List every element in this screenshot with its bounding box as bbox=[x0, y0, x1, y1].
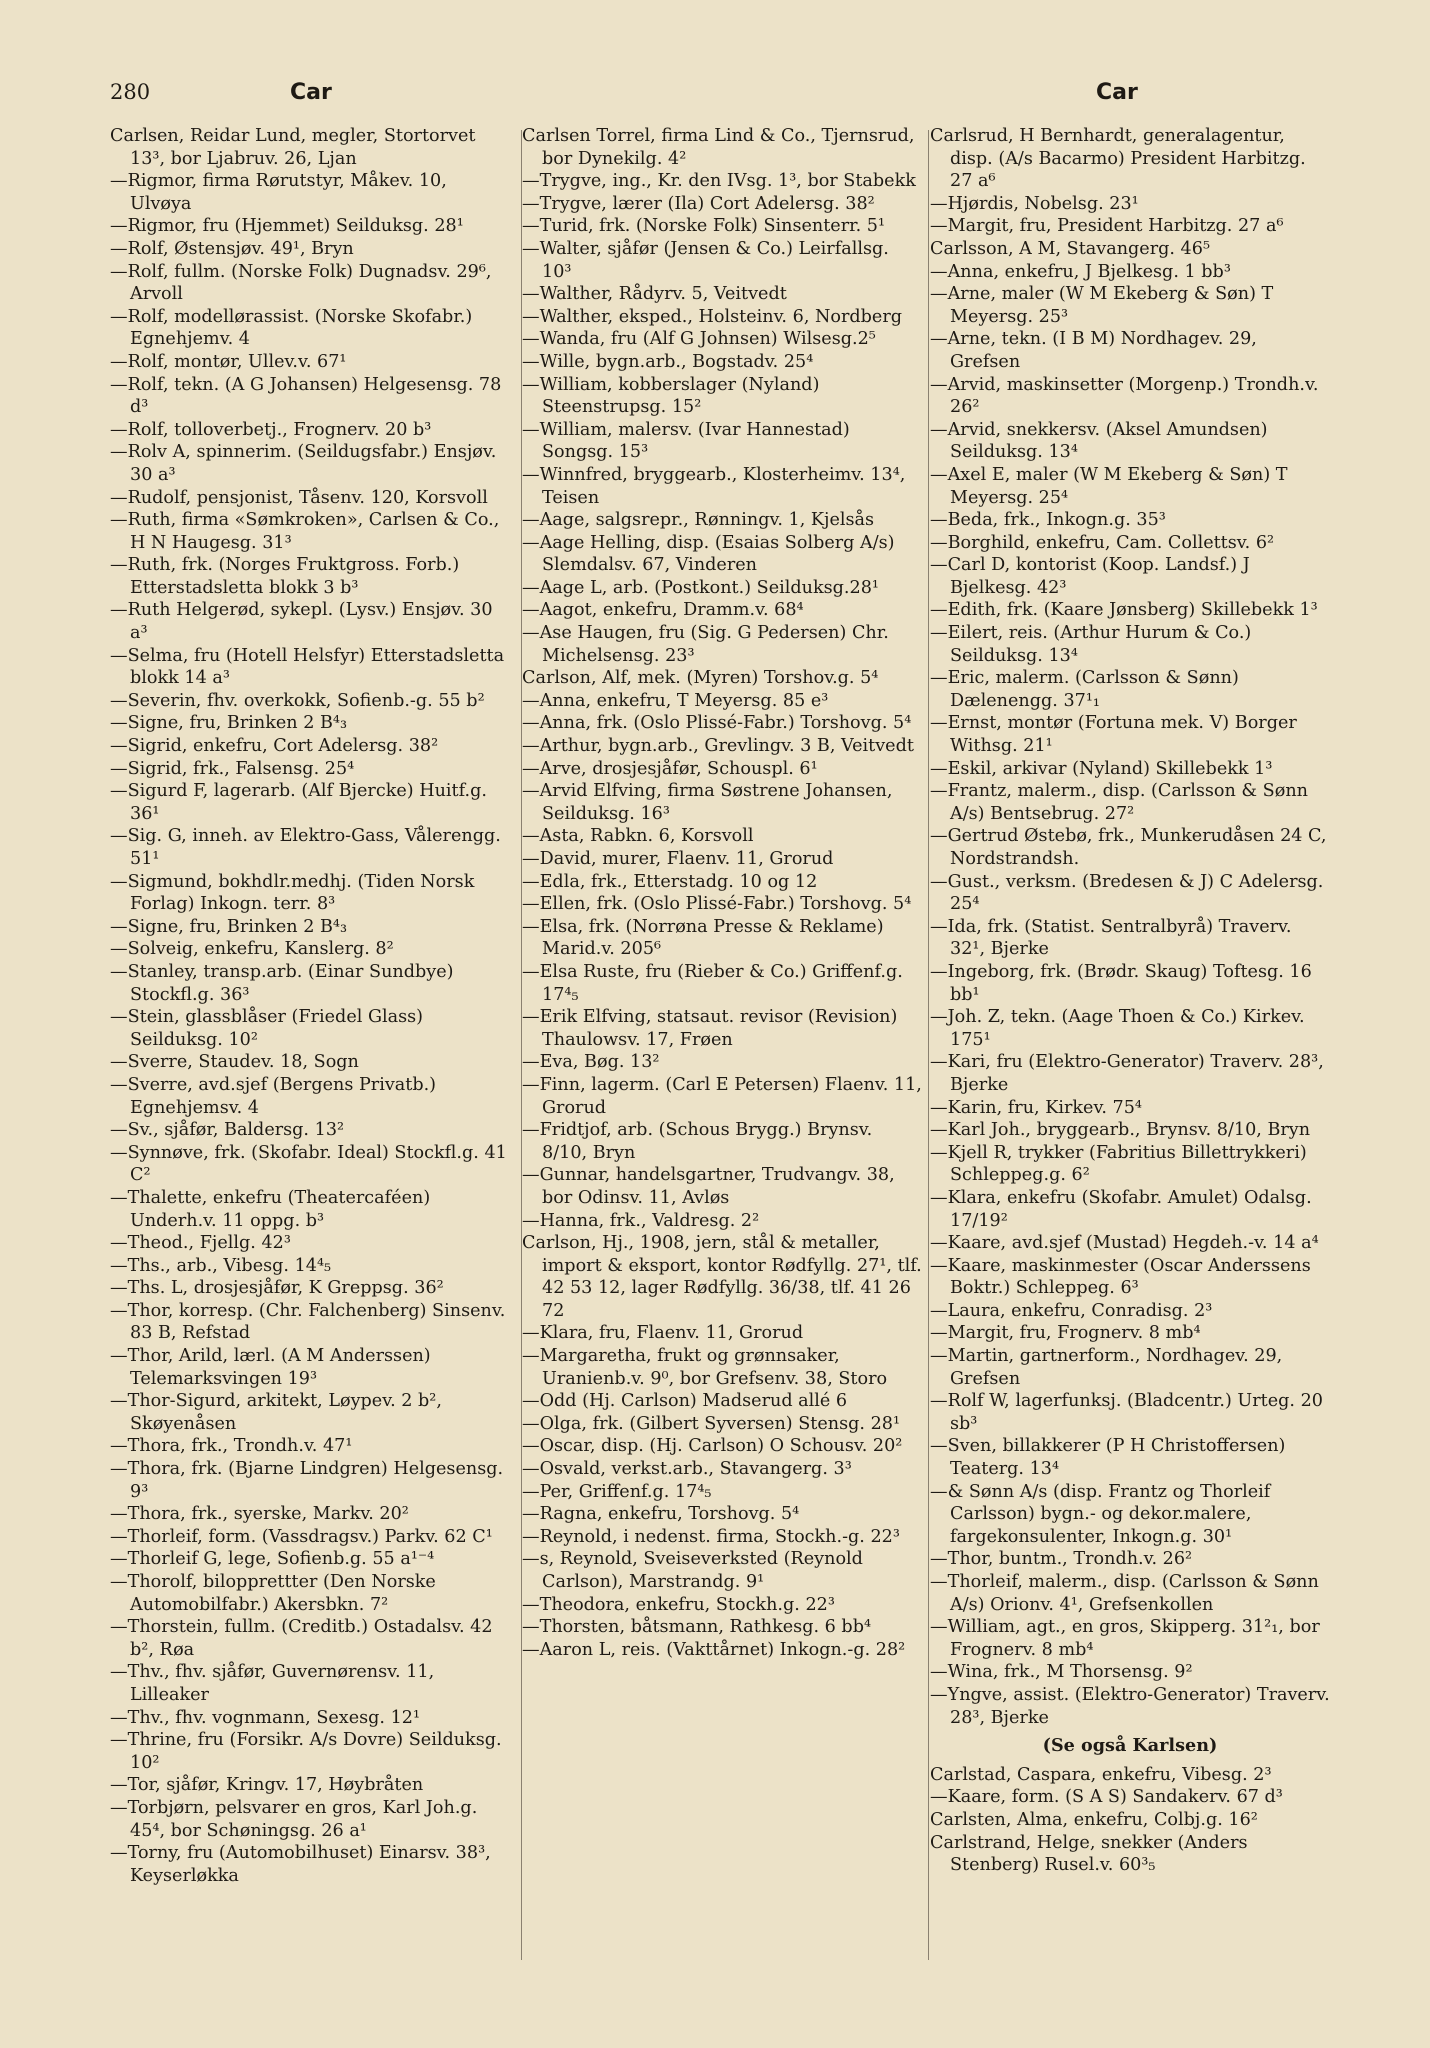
directory-entry: Carlsen Torrel, firma Lind & Co., Tjernsrud, bor Dynekilg. 4² bbox=[522, 126, 915, 169]
directory-entry: —Anna, frk. (Oslo Plissé-Fabr.) Torshovg. 5⁴ bbox=[522, 713, 912, 734]
directory-entry: —Rigmor, firma Rørutstyr, Måkev. 10, Ulvøya bbox=[110, 171, 447, 214]
directory-entry: Carlsson, A M, Stavangerg. 46⁵ bbox=[930, 238, 1210, 259]
directory-entry: —Trygve, lærer (Ila) Cort Adelersg. 38² bbox=[522, 193, 875, 214]
directory-entry: —Walter, sjåfør (Jensen & Co.) Leirfallsg. 10³ bbox=[522, 238, 889, 282]
directory-entry: —Eric, malerm. (Carlsson & Sønn) Dælenengg. 37¹₁ bbox=[930, 668, 1239, 711]
directory-entry: —Anna, enkefru, J Bjelkesg. 1 bb³ bbox=[930, 261, 1231, 282]
directory-entry: —Anna, enkefru, T Meyersg. 85 e³ bbox=[522, 690, 829, 711]
column-3 bbox=[930, 125, 1330, 1877]
directory-entry: —Finn, lagerm. (Carl E Petersen) Flaenv. 11, Grorud bbox=[522, 1074, 922, 1118]
directory-entry: —Ruth, frk. (Norges Fruktgross. Forb.) Etterstadsletta blokk 3 b³ bbox=[110, 555, 460, 598]
directory-entry: —Torny, fru (Automobilhuset) Einarsv. 38³, Keyserløkka bbox=[110, 1843, 491, 1886]
directory-entry: —Solveig, enkefru, Kanslerg. 8² bbox=[110, 939, 394, 960]
directory-entry: —Sigrid, enkefru, Cort Adelersg. 38² bbox=[110, 736, 439, 757]
directory-entry: —Sig. G, inneh. av Elektro-Gass, Vålerengg. 51¹ bbox=[110, 826, 501, 869]
directory-entry: —Synnøve, frk. (Skofabr. Ideal) Stockfl.g. 41 C² bbox=[110, 1142, 507, 1186]
directory-entry: —Thv., fhv. vognmann, Sexesg. 12¹ bbox=[110, 1707, 421, 1728]
directory-entry: —Hjørdis, Nobelsg. 23¹ bbox=[930, 193, 1139, 214]
directory-entry: —Rolf, tekn. (A G Johansen) Helgesensg. 78 d³ bbox=[110, 374, 502, 418]
directory-entry: —Theodora, enkefru, Stockh.g. 22³ bbox=[522, 1594, 835, 1615]
directory-entry: —Aage, salgsrepr., Rønningv. 1, Kjelsås bbox=[522, 510, 875, 531]
directory-entry: —Odd (Hj. Carlson) Madserud allé 6 bbox=[522, 1391, 848, 1412]
directory-entry: —Thor-Sigurd, arkitekt, Løypev. 2 b², Skøyenåsen bbox=[110, 1391, 442, 1434]
directory-entry: —Signe, fru, Brinken 2 B⁴₃ bbox=[110, 713, 348, 734]
directory-entry: —Wina, frk., M Thorsensg. 9² bbox=[930, 1662, 1193, 1683]
directory-entry: —Kari, fru (Elektro-Generator) Traverv. 28³, Bjerke bbox=[930, 1052, 1324, 1095]
directory-entry: —Rolf, montør, Ullev.v. 67¹ bbox=[110, 351, 347, 372]
directory-entry: —Kaare, form. (S A S) Sandakerv. 67 d³ bbox=[930, 1787, 1283, 1808]
directory-entry: —William, agt., en gros, Skipperg. 31²₁, bor Frognerv. 8 mb⁴ bbox=[930, 1617, 1320, 1660]
directory-entry: —Kaare, avd.sjef (Mustad) Hegdeh.-v. 14 a⁴ bbox=[930, 1233, 1319, 1254]
directory-entry: —Turid, frk. (Norske Folk) Sinsenterr. 5¹ bbox=[522, 216, 886, 237]
directory-entry: —Thorolf, bilopprettter (Den Norske Automobilfabr.) Akersbkn. 7² bbox=[110, 1572, 436, 1615]
directory-entry: Carlsrud, H Bernhardt, generalagentur, disp. (A/s Bacarmo) President Harbitzg. 27 a⁶ bbox=[930, 126, 1306, 192]
directory-entry: Carlson, Alf, mek. (Myren) Torshov.g. 5⁴ bbox=[522, 668, 879, 689]
page-number: 280 bbox=[110, 80, 151, 104]
directory-entry: —Arvid, maskinsetter (Morgenp.) Trondh.v. 26² bbox=[930, 374, 1319, 418]
directory-entry: —Joh. Z, tekn. (Aage Thoen & Co.) Kirkev. 175¹ bbox=[930, 1007, 1305, 1050]
directory-entry: —Thorleif G, lege, Sofienb.g. 55 a¹⁻⁴ bbox=[110, 1549, 435, 1570]
directory-entry: —Hanna, frk., Valdresg. 2² bbox=[522, 1210, 760, 1231]
directory-entry: —Sv., sjåfør, Baldersg. 13² bbox=[110, 1120, 345, 1141]
directory-entry: —Martin, gartnerform., Nordhagev. 29, Grefsen bbox=[930, 1346, 1283, 1389]
directory-entry: —Olga, frk. (Gilbert Syversen) Stensg. 28¹ bbox=[522, 1413, 901, 1434]
directory-entry: —Margit, fru, Frognerv. 8 mb⁴ bbox=[930, 1323, 1201, 1344]
directory-entry: —Yngve, assist. (Elektro-Generator) Traverv. 28³, Bjerke bbox=[930, 1684, 1330, 1728]
directory-entry: —Eva, Bøg. 13² bbox=[522, 1052, 660, 1073]
directory-entry: —Aaron L, reis. (Vakttårnet) Inkogn.-g. 28² bbox=[522, 1639, 906, 1660]
directory-entry: —Kjell R, trykker (Fabritius Billettrykkeri) Schleppeg.g. 6² bbox=[930, 1142, 1307, 1186]
directory-entry: —Ingeborg, frk. (Brødr. Skaug) Toftesg. 16 bb¹ bbox=[930, 961, 1312, 1005]
directory-entry: —Borghild, enkefru, Cam. Collettsv. 6² bbox=[930, 532, 1275, 553]
directory-entry: —Reynold, i nedenst. firma, Stockh.-g. 22³ bbox=[522, 1526, 900, 1547]
directory-entry: —Theod., Fjellg. 42³ bbox=[110, 1233, 291, 1254]
directory-entry: —Thorsten, båtsmann, Rathkesg. 6 bb⁴ bbox=[522, 1617, 872, 1638]
directory-entry: —Eilert, reis. (Arthur Hurum & Co.) Seilduksg. 13⁴ bbox=[930, 623, 1252, 666]
directory-entry: —Ths., arb., Vibesg. 14⁴₅ bbox=[110, 1255, 332, 1276]
directory-entry: —Ragna, enkefru, Torshovg. 5⁴ bbox=[522, 1504, 800, 1525]
directory-entry: —Stein, glassblåser (Friedel Glass) Seilduksg. 10² bbox=[110, 1007, 424, 1050]
directory-entry: —Thv., fhv. sjåfør, Guvernørensv. 11, Lilleaker bbox=[110, 1662, 435, 1705]
directory-entry: —William, kobberslager (Nyland) Steenstrupsg. 15² bbox=[522, 374, 820, 418]
directory-entry: —Signe, fru, Brinken 2 B⁴₃ bbox=[110, 916, 348, 937]
directory-entry: —Gunnar, handelsgartner, Trudvangv. 38, bor Odinsv. 11, Avløs bbox=[522, 1165, 895, 1208]
directory-entry: —Axel E, maler (W M Ekeberg & Søn) T Meyersg. 25⁴ bbox=[930, 464, 1288, 508]
directory-entry: —Ruth, firma «Sømkroken», Carlsen & Co., H N Haugesg. 31³ bbox=[110, 510, 500, 553]
directory-entry: —Rolf, Østensjøv. 49¹, Bryn bbox=[110, 238, 354, 259]
directory-entry: —& Sønn A/s (disp. Frantz og Thorleif Carlsson) bygn.- og dekor.malere, fargekonsulenter, Inkogn.g. 30¹ bbox=[930, 1481, 1271, 1547]
directory-entry: —Rolv A, spinnerim. (Seildugsfabr.) Ensjøv. 30 a³ bbox=[110, 442, 497, 485]
directory-entry: —Thrine, fru (Forsikr. A/s Dovre) Seilduksg. 10² bbox=[110, 1730, 502, 1773]
directory-entry: —Aagot, enkefru, Dramm.v. 68⁴ bbox=[522, 600, 804, 621]
directory-entry: (Se også Karlsen) bbox=[1042, 1735, 1218, 1757]
directory-entry: —Winnfred, bryggearb., Klosterheimv. 13⁴, Teisen bbox=[522, 464, 906, 508]
directory-entry: —Erik Elfving, statsaut. revisor (Revision) Thaulowsv. 17, Frøen bbox=[522, 1007, 898, 1050]
directory-entry: —Beda, frk., Inkogn.g. 35³ bbox=[930, 510, 1166, 531]
directory-entry: —Aage L, arb. (Postkont.) Seilduksg.28¹ bbox=[522, 577, 879, 598]
directory-entry: —Walther, eksped., Holsteinv. 6, Nordberg bbox=[522, 306, 903, 327]
directory-entry: —Ths. L, drosjesjåfør, K Greppsg. 36² bbox=[110, 1278, 444, 1299]
directory-entry: —Ida, frk. (Statist. Sentralbyrå) Traverv. 32¹, Bjerke bbox=[930, 916, 1292, 960]
directory-entry: —Arvid Elfving, firma Søstrene Johansen, Seilduksg. 16³ bbox=[522, 781, 893, 824]
directory-entry: —Trygve, ing., Kr. den IVsg. 1³, bor Stabekk bbox=[522, 171, 916, 192]
header-left-word: Car bbox=[290, 80, 332, 105]
directory-entry: —Ellen, frk. (Oslo Plissé-Fabr.) Torshovg. 5⁴ bbox=[522, 894, 912, 915]
column-2 bbox=[522, 125, 922, 1661]
directory-entry: —William, malersv. (Ivar Hannestad) Songsg. 15³ bbox=[522, 419, 850, 463]
directory-entry: —Aage Helling, disp. (Esaias Solberg A/s) Slemdalsv. 67, Vinderen bbox=[522, 532, 895, 576]
directory-entry: —Ernst, montør (Fortuna mek. V) Borger Withsg. 21¹ bbox=[930, 713, 1297, 757]
directory-entry: —Arve, drosjesjåfør, Schouspl. 6¹ bbox=[522, 758, 818, 779]
directory-entry: —Karin, fru, Kirkev. 75⁴ bbox=[930, 1097, 1142, 1118]
directory-entry: —Per, Griffenf.g. 17⁴₅ bbox=[522, 1481, 712, 1502]
directory-entry: —Rigmor, fru (Hjemmet) Seilduksg. 28¹ bbox=[110, 216, 464, 237]
directory-entry: —Sigurd F, lagerarb. (Alf Bjercke) Huitf.g. 36¹ bbox=[110, 781, 487, 824]
directory-entry: —Thor, korresp. (Chr. Falchenberg) Sinsenv. 83 B, Refstad bbox=[110, 1300, 506, 1344]
directory-entry: —Arne, maler (W M Ekeberg & Søn) T Meyersg. 25³ bbox=[930, 284, 1274, 327]
directory-entry: —Thora, frk., Trondh.v. 47¹ bbox=[110, 1436, 353, 1457]
directory-entry: —Klara, enkefru (Skofabr. Amulet) Odalsg. 17/19² bbox=[930, 1187, 1312, 1231]
directory-entry: —Torbjørn, pelsvarer en gros, Karl Joh.g. 45⁴, bor Schøningsg. 26 a¹ bbox=[110, 1797, 478, 1841]
directory-entry: Carlsen, Reidar Lund, megler, Stortorvet 13³, bor Ljabruv. 26, Ljan bbox=[110, 126, 476, 169]
directory-entry: —Asta, Rabkn. 6, Korsvoll bbox=[522, 826, 754, 847]
directory-entry: —Sverre, Staudev. 18, Sogn bbox=[110, 1052, 359, 1073]
directory-entry: —Sigmund, bokhdlr.medhj. (Tiden Norsk Forlag) Inkogn. terr. 8³ bbox=[110, 871, 475, 915]
directory-entry: —Gertrud Østebø, frk., Munkerudåsen 24 C, Nordstrandsh. bbox=[930, 826, 1327, 869]
directory-entry: —Thorstein, fullm. (Creditb.) Ostadalsv. 42 b², Røa bbox=[110, 1617, 493, 1660]
directory-entry: —Severin, fhv. overkokk, Sofienb.-g. 55 b² bbox=[110, 690, 485, 711]
directory-entry: —Thor, buntm., Trondh.v. 26² bbox=[930, 1549, 1193, 1570]
directory-entry: —Tor, sjåfør, Kringv. 17, Høybråten bbox=[110, 1775, 424, 1796]
directory-entry: —Arvid, snekkersv. (Aksel Amundsen) Seilduksg. 13⁴ bbox=[930, 419, 1268, 463]
directory-entry: —Selma, fru (Hotell Helsfyr) Etterstadsletta blokk 14 a³ bbox=[110, 645, 505, 689]
directory-entry: —Fridtjof, arb. (Schous Brygg.) Brynsv. 8/10, Bryn bbox=[522, 1120, 873, 1163]
directory-entry: —Laura, enkefru, Conradisg. 2³ bbox=[930, 1300, 1213, 1321]
directory-entry: —Osvald, verkst.arb., Stavangerg. 3³ bbox=[522, 1459, 852, 1480]
directory-entry: —David, murer, Flaenv. 11, Grorud bbox=[522, 849, 834, 869]
directory-entry: —Edith, frk. (Kaare Jønsberg) Skillebekk 1³ bbox=[930, 600, 1318, 621]
directory-entry: —Thorleif, form. (Vassdragsv.) Parkv. 62 C¹ bbox=[110, 1526, 493, 1547]
directory-entry: —Sven, billakkerer (P H Christoffersen) Teaterg. 13⁴ bbox=[930, 1436, 1286, 1480]
directory-entry: —Karl Joh., bryggearb., Brynsv. 8/10, Bryn bbox=[930, 1120, 1311, 1141]
directory-entry: —Rolf, fullm. (Norske Folk) Dugnadsv. 29⁶, Arvoll bbox=[110, 261, 492, 305]
directory-entry: —Rolf, tolloverbetj., Frognerv. 20 b³ bbox=[110, 419, 432, 440]
directory-entry: —Kaare, maskinmester (Oscar Anderssens Boktr.) Schleppeg. 6³ bbox=[930, 1255, 1311, 1299]
directory-entry: —Wanda, fru (Alf G Johnsen) Wilsesg.2⁵ bbox=[522, 329, 876, 350]
directory-entry: —Sverre, avd.sjef (Bergens Privatb.) Egnehjemsv. 4 bbox=[110, 1074, 437, 1118]
directory-entry: —Gust., verksm. (Bredesen & J) C Adelersg. 25⁴ bbox=[930, 871, 1324, 915]
directory-entry: —Ruth Helgerød, sykepl. (Lysv.) Ensjøv. 30 a³ bbox=[110, 600, 493, 644]
directory-entry: —Rolf W, lagerfunksj. (Bladcentr.) Urteg. 20 sb³ bbox=[930, 1391, 1323, 1434]
directory-entry: —Frantz, malerm., disp. (Carlsson & Sønn A/s) Bentsebrug. 27² bbox=[930, 781, 1308, 824]
directory-entry: —Ase Haugen, fru (Sig. G Pedersen) Chr. Michelsensg. 23³ bbox=[522, 623, 889, 666]
directory-entry: Carlstad, Caspara, enkefru, Vibesg. 2³ bbox=[930, 1764, 1272, 1785]
directory-entry: Carlsten, Alma, enkefru, Colbj.g. 16² bbox=[930, 1809, 1258, 1830]
directory-entry: —Carl D, kontorist (Koop. Landsf.) J Bjelkesg. 42³ bbox=[930, 555, 1250, 598]
directory-entry: Carlstrand, Helge, snekker (Anders Stenberg) Rusel.v. 60³₅ bbox=[930, 1832, 1248, 1876]
directory-entry: —Margaretha, frukt og grønnsaker, Uranienb.v. 9⁰, bor Grefsenv. 38, Storo bbox=[522, 1346, 888, 1389]
directory-entry: —Thorleif, malerm., disp. (Carlsson & Sønn A/s) Orionv. 4¹, Grefsenkollen bbox=[930, 1572, 1319, 1615]
column-divider bbox=[928, 130, 929, 1960]
directory-entry: —Margit, fru, President Harbitzg. 27 a⁶ bbox=[930, 216, 1284, 237]
directory-entry: —Thora, frk. (Bjarne Lindgren) Helgesensg. 9³ bbox=[110, 1459, 504, 1502]
directory-entry: —Oscar, disp. (Hj. Carlson) O Schousv. 20² bbox=[522, 1436, 903, 1457]
directory-entry: Carlson, Hj., 1908, jern, stål & metaller, import & eksport, kontor Rødfyllg. 27¹, tlf. 42 53 12, lager Rødfyllg. 36/38, tlf. 41 26 72 bbox=[522, 1233, 922, 1321]
directory-entry: —Wille, bygn.arb., Bogstadv. 25⁴ bbox=[522, 351, 814, 372]
directory-entry: —Thalette, enkefru (Theatercaféen) Underh.v. 11 oppg. b³ bbox=[110, 1187, 431, 1231]
directory-entry: —Arne, tekn. (I B M) Nordhagev. 29, Grefsen bbox=[930, 329, 1257, 372]
directory-entry: —Arthur, bygn.arb., Grevlingv. 3 B, Veitvedt bbox=[522, 736, 914, 757]
directory-entry: —Edla, frk., Etterstadg. 10 og 12 bbox=[522, 871, 818, 892]
directory-entry: —Thora, frk., syerske, Markv. 20² bbox=[110, 1504, 409, 1525]
directory-entry: —Rudolf, pensjonist, Tåsenv. 120, Korsvoll bbox=[110, 487, 488, 508]
directory-entry: —Sigrid, frk., Falsensg. 25⁴ bbox=[110, 758, 355, 779]
directory-entry: —Elsa, frk. (Norrøna Presse & Reklame) Marid.v. 205⁶ bbox=[522, 916, 884, 960]
directory-entry: —Walther, Rådyrv. 5, Veitvedt bbox=[522, 284, 787, 305]
column-1 bbox=[110, 125, 510, 1887]
directory-entry: —Elsa Ruste, fru (Rieber & Co.) Griffenf.g. 17⁴₅ bbox=[522, 961, 903, 1005]
directory-entry: —Eskil, arkivar (Nyland) Skillebekk 1³ bbox=[930, 758, 1273, 779]
directory-entry: —Rolf, modellørassist. (Norske Skofabr.) Egnehjemv. 4 bbox=[110, 306, 473, 350]
directory-entry: —s, Reynold, Sveiseverksted (Reynold Carlson), Marstrandg. 9¹ bbox=[522, 1549, 863, 1592]
header-right-word: Car bbox=[1096, 80, 1138, 105]
directory-entry: —Klara, fru, Flaenv. 11, Grorud bbox=[522, 1323, 804, 1344]
directory-entry: —Stanley, transp.arb. (Einar Sundbye) Stockfl.g. 36³ bbox=[110, 961, 454, 1005]
directory-entry: —Thor, Arild, lærl. (A M Anderssen) Telemarksvingen 19³ bbox=[110, 1346, 431, 1389]
